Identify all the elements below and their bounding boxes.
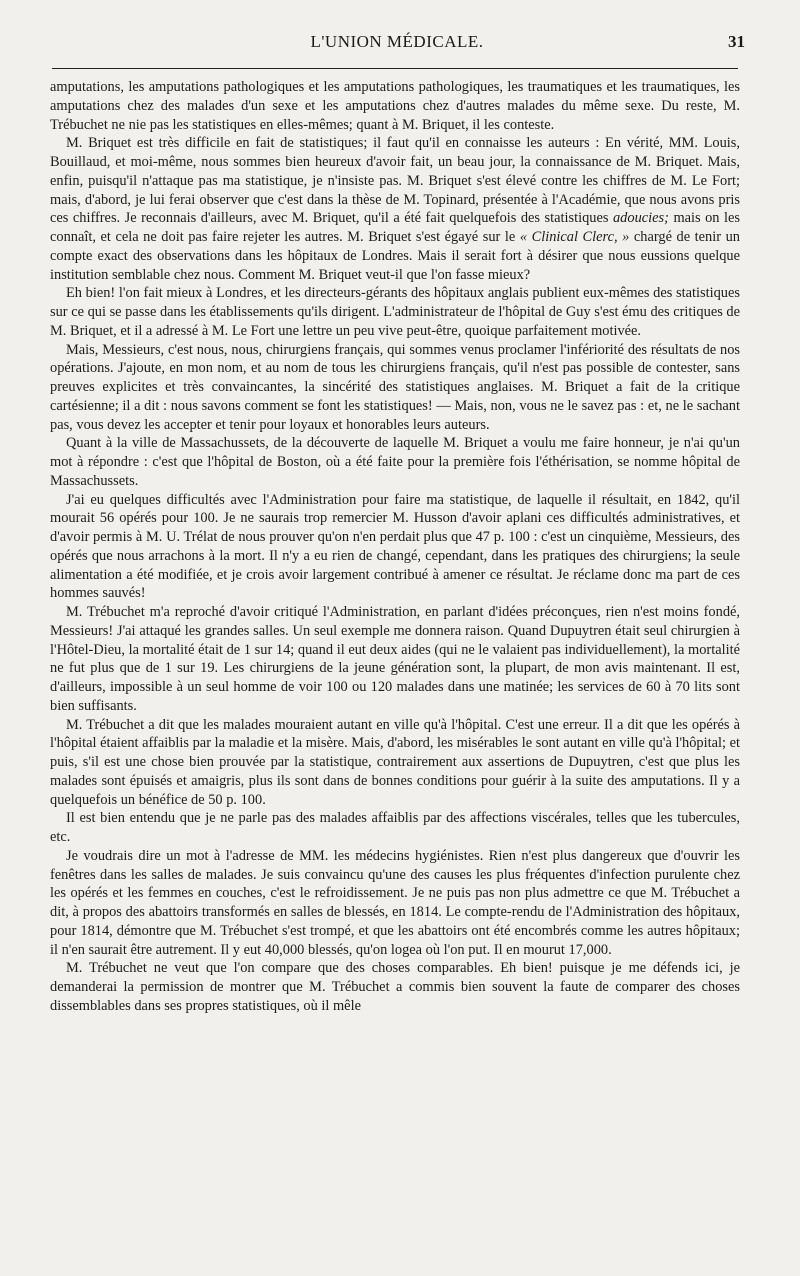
paragraph-4: Mais, Messieurs, c'est nous, nous, chirurgiens français, qui sommes venus proclamer l'infériorité des résultats de nos opérations. J'ajoute, en mon nom, et au nom de tous les chirurgiens français, qu'il n'est pas possible de contester, sans preuves explicites et très convaincantes, la sincérité des statistiques anglaises. M. Briquet a fait de la critique cartésienne; il a dit : nous savons comment se font les statistiques! — Mais, non, vous ne le savez pas : et, ne le sachant pas, vous devez les accepter et tenir pour loyaux et honorables leurs auteurs. (50, 341, 740, 433)
paragraph-2-part-2: mais on les connaît, et cela ne doit pas faire rejeter les autres. M. Briquet s'est égayé sur le (50, 210, 740, 245)
paragraph-3: Eh bien! l'on fait mieux à Londres, et les directeurs-gérants des hôpitaux anglais publient eux-mêmes des statistiques sur ce qui se passe dans les établissements qu'ils dirigent. L'administrateur de l'hôpital de Guy s'est ému des critiques de M. Briquet, et il a adressé à M. Le Fort une lettre un peu vive peut-être, quoique parfaitement motivée. (50, 285, 740, 339)
paragraph-2-part-3: chargé de tenir un compte exact des observations dans les hôpitaux de Londres. Mais il serait fort à désirer que nous eussions quelque institution semblable chez nous. Comment M. Briquet veut-il que l'on fasse mieux? (50, 229, 740, 283)
paragraph-2-italic-2: « Clinical Clerc, » (519, 229, 630, 245)
running-header (47, 30, 747, 60)
body-text (50, 78, 740, 1016)
paragraph-2-part-1: M. Briquet est très difficile en fait de statistiques; il faut qu'il en connaisse les auteurs : En vérité, MM. Louis, Bouillaud, et moi-même, nous sommes bien heureux d'avoir fait, un beau jour, la connaissance de M. Briquet. Mais, enfin, puisqu'il n'attaque pas ma statistique, je n'insiste pas. M. Briquet s'est élevé contre les chiffres de M. Le Fort; mais, d'abord, je lui ferai observer que c'est dans la thèse de M. Topinard, présentée à l'Académie, que nous avons pris ces chiffres. Je reconnais d'ailleurs, avec M. Briquet, qu'il a été fait quelquefois des statistiques (50, 135, 740, 227)
paragraph-10: Je voudrais dire un mot à l'adresse de MM. les médecins hygiénistes. Rien n'est plus dangereux que d'ouvrir les fenêtres dans les salles de malades. Je suis convaincu qu'une des causes les plus fréquentes d'infection purulente chez les opérés et les femmes en couches, c'est le refroidissement. Je ne puis pas non plus admettre ce que M. Trébuchet a dit, à propos des abattoirs transformés en salles de blessés, en 1814. Le compte-rendu de l'Administration des hôpitaux, pour 1814, démontre que M. Trébuchet s'est trompé, et que les abattoirs ont été encombrés comme les autres hôpitaux; il n'en saurait être autrement. Il y eut 40,000 blessés, qu'on logea où l'on put. Il en mourut 17,000. (50, 847, 740, 958)
paragraph-7: M. Trébuchet m'a reproché d'avoir critiqué l'Administration, en parlant d'idées préconçues, rien n'est moins fondé, Messieurs! J'ai attaqué les grandes salles. Un seul exemple me donnera raison. Quand Dupuytren était seul chirurgien à l'Hôtel-Dieu, la mortalité était de 1 sur 14; quand il eut deux aides (qui ne le valaient pas individuellement), la mortalité ne fut plus que de 1 sur 19. Les chirurgiens de la jeune génération sont, la plupart, de mon avis maintenant. Il est, d'ailleurs, impossible à un seul homme de voir 100 ou 120 malades dans une matinée; les services de 60 à 70 lits sont bien suffisants. (50, 604, 740, 714)
paragraph-1: amputations, les amputations pathologiques et les amputations pathologiques, les traumatiques et les traumatiques, les amputations chez des malades d'un sexe et les amputations chez d'autres malades du même sexe. Du reste, M. Trébuchet ne nie pas les statistiques en elles-mêmes; quant à M. Briquet, il les conteste. (50, 79, 740, 133)
paragraph-9: Il est bien entendu que je ne parle pas des malades affaiblis par des affections viscérales, telles que les tubercules, etc. (50, 810, 740, 845)
paragraph-2 (50, 134, 740, 284)
paragraph-6: J'ai eu quelques difficultés avec l'Administration pour faire ma statistique, de laquelle il résultait, en 1842, qu'il mourait 56 opérés pour 100. Je ne saurais trop remercier M. Husson d'avoir aplani ces difficultés administratives, et d'avoir permis à M. U. Trélat de nous prouver qu'on n'en perdait plus que 47 p. 100 : c'est un cinquième, Messieurs, des opérés que nous arrachons à la mort. Il n'y a eu rien de changé, cependant, dans les pratiques des chirurgiens; la seule alimentation a été modifiée, et je crois avoir largement contribué à amener ce résultat. Je réclame donc ma part de ces hommes sauvés! (50, 491, 740, 602)
running-title: L'UNION MÉDICALE. (310, 32, 484, 51)
paragraph-5: Quant à la ville de Massachussets, de la découverte de laquelle M. Briquet a voulu me faire honneur, je n'ai qu'un mot à répondre : c'est que l'hôpital de Boston, où a été faite pour la première fois l'éthérisation, se nomme hôpital de Massachussets. (50, 435, 740, 489)
paragraph-8: M. Trébuchet a dit que les malades mouraient autant en ville qu'à l'hôpital. C'est une erreur. Il a dit que les opérés à l'hôpital étaient affaiblis par la maladie et la misère. Mais, d'abord, les misérables le sont autant en ville qu'à l'hôpital; et puis, s'il est une chose bien prouvée par la statistique, contrairement aux assertions de Dupuytren, c'est que plus les malades sont épuisés et amaigris, plus ils sont dans de bonnes conditions pour guérir à la suite des amputations. Il y a quelquefois un bénéfice de 50 p. 100. (50, 716, 740, 808)
page-number: 31 (728, 32, 745, 51)
paragraph-2-italic-1: adoucies; (612, 210, 669, 227)
paragraph-11: M. Trébuchet ne veut que l'on compare que des choses comparables. Eh bien! puisque je me défends ici, je demanderai la permission de montrer que M. Trébuchet a commis bien souvent la faute de comparer des choses dissemblables dans ses propres statistiques, où il mêle (50, 960, 740, 1014)
header-rule (52, 68, 738, 69)
